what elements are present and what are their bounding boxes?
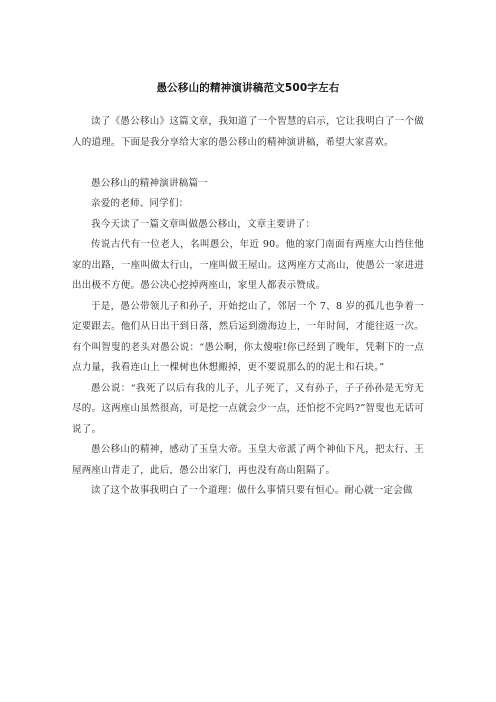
section-heading: 愚公移山的精神演讲稿篇一 bbox=[91, 177, 209, 189]
paragraph: 传说古代有一位老人，名叫愚公，年近 90。他的家门南面有两座大山挡住他家的出路，一座叫做太行山，一座叫做王屋山。这两座方丈高山，使愚公一家进进出出极不方便。愚公决心挖掉两座山，家里人都表示赞成。 bbox=[72, 239, 424, 291]
document-title: 愚公移山的精神演讲稿范文500字左右 bbox=[156, 82, 340, 94]
paragraph: 读了这个故事我明白了一个道理：做什么事情只要有恒心。耐心就一定会做 bbox=[91, 485, 413, 496]
paragraph: 愚公说：“我死了以后有我的儿子，儿子死了，又有孙子，子子孙孙是无穷无尽的。这两座山虽然很高，可是挖一点就会少一点，还怕挖不完吗?”智叟也无话可说了。 bbox=[72, 382, 424, 435]
paragraph: 我今天读了一篇文章叫做愚公移山，文章主要讲了： bbox=[91, 218, 316, 230]
document-body bbox=[72, 112, 424, 502]
paragraph-intro: 读了《愚公移山》这篇文章，我知道了一个智慧的启示，它让我明白了一个做人的道理。下面是我分享给大家的愚公移山的精神演讲稿，希望大家喜欢。 bbox=[72, 116, 424, 148]
paragraph-spacer bbox=[72, 153, 424, 174]
paragraph: 愚公移山的精神，感动了玉皇大帝。玉皇大帝派了两个神仙下凡，把太行、王屋两座山背走了，此后，愚公出家门，再也没有高山阻隔了。 bbox=[72, 444, 424, 476]
paragraph: 于是，愚公带领儿子和孙子，开始挖山了，邻居一个 7、8 岁的孤儿也争着一定要跟去。他们从日出干到日落，然后运到渤海边上，一年时间，才能往返一次。有个叫智叟的老头对愚公说：“愚公啊，你太傻啦!你已经到了晚年，凭剩下的一点点力量，我看连山上一棵树也休想搬掉，更不要说那么的的泥土和石块。” bbox=[72, 300, 424, 373]
paragraph-salutation: 亲爱的老师、同学们： bbox=[91, 198, 189, 209]
